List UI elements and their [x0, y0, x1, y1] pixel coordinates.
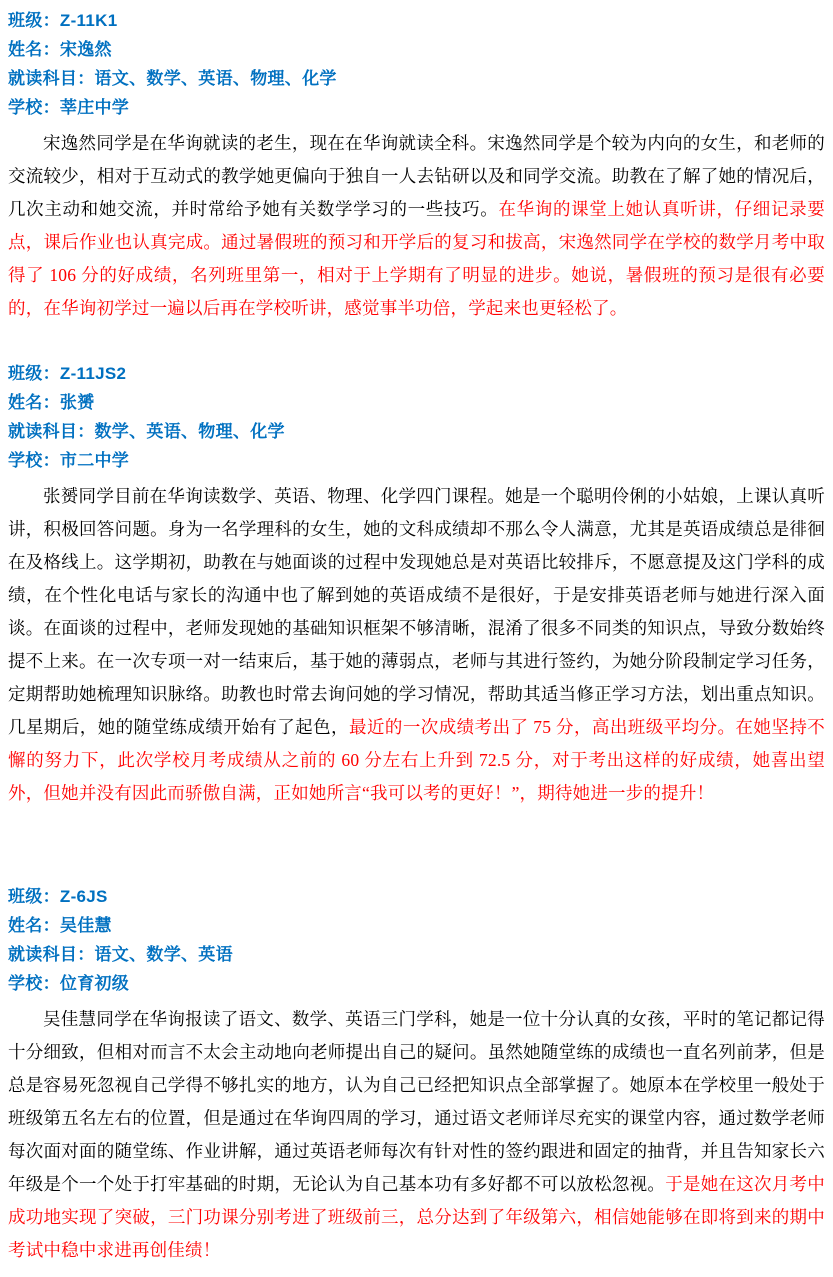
field-subjects	[8, 940, 825, 969]
field-subjects	[8, 417, 825, 446]
paragraph-highlight-text: 最近的一次成绩考出了 75 分，高出班级平均分。在她坚持不懈的努力下，此次学校月考成绩从之前的 60 分左右上升到 72.5 分，对于考出这样的好成绩，她喜出望外，但她并没有因此而骄傲自满，正如她所言“我可以考的更好！”，期待她进一步的提升！	[8, 717, 825, 803]
field-school-label: 学校：	[8, 451, 60, 470]
paragraph-highlight-text: 在华询的课堂上她认真听讲，仔细记录要点，课后作业也认真完成。通过暑假班的预习和开学后的复习和拔高，宋逸然同学在学校的数学月考中取得了 106 分的好成绩，名列班里第一，相对于上学期有了明显的进步。她说，暑假班的预习是很有必要的，在华询初学过一遍以后再在学校听讲，感觉事半功倍，学起来也更轻松了。	[8, 199, 825, 318]
field-name-value: 吴佳慧	[59, 916, 112, 935]
field-name-value: 宋逸然	[59, 40, 112, 59]
field-class	[8, 6, 825, 35]
field-name-label: 姓名：	[8, 916, 60, 935]
field-school-label: 学校：	[8, 974, 60, 993]
field-name	[8, 388, 825, 417]
field-name-label: 姓名：	[8, 40, 60, 59]
report-paragraph	[8, 1003, 825, 1267]
field-class-value: Z-11JS2	[59, 364, 127, 383]
student-report-2	[8, 359, 825, 810]
student-report-3	[8, 882, 825, 1267]
paragraph-body-text: 吴佳慧同学在华询报读了语文、数学、英语三门学科，她是一位十分认真的女孩，平时的笔记都记得十分细致，但相对而言不太会主动地向老师提出自己的疑问。虽然她随堂练的成绩也一直名列前茅，但是总是容易死忽视自己学得不够扎实的地方，认为自己已经把知识点全部掌握了。她原本在学校里一般处于班级第五名左右的位置，但是通过在华询四周的学习，通过语文老师详尽充实的课堂内容，通过数学老师每次面对面的随堂练、作业讲解，通过英语老师每次有针对性的签约跟进和固定的抽背，并且告知家长六年级是个一个处于打牢基础的时期，无论认为自己基本功有多好都不可以放松忽视。	[8, 1009, 825, 1194]
field-name-value: 张赟	[59, 393, 95, 412]
field-name-label: 姓名：	[8, 393, 60, 412]
field-school-value: 莘庄中学	[59, 98, 130, 117]
student-report-1	[8, 6, 825, 325]
field-school-value: 市二中学	[59, 451, 130, 470]
paragraph-body-text: 宋逸然同学是在华询就读的老生，现在在华询就读全科。宋逸然同学是个较为内向的女生，和老师的交流较少，相对于互动式的教学她更偏向于独自一人去钻研以及和同学交流。助教在了解了她的情况后，几次主动和她交流，并时常给予她有关数学学习的一些技巧。	[8, 133, 825, 219]
report-paragraph	[8, 127, 825, 325]
paragraph-body-text: 张赟同学目前在华询读数学、英语、物理、化学四门课程。她是一个聪明伶俐的小姑娘，上课认真听讲，积极回答问题。身为一名学理科的女生，她的文科成绩却不那么令人满意，尤其是英语成绩总是徘徊在及格线上。这学期初，助教在与她面谈的过程中发现她总是对英语比较排斥，不愿意提及这门学科的成绩，在个性化电话与家长的沟通中也了解到她的英语成绩不是很好，于是安排英语老师与她进行深入面谈。在面谈的过程中，老师发现她的基础知识框架不够清晰，混淆了很多不同类的知识点，导致分数始终提不上来。在一次专项一对一结束后，基于她的薄弱点，老师与其进行签约，为她分阶段制定学习任务，定期帮助她梳理知识脉络。助教也时常去询问她的学习情况，帮助其适当修正学习方法，划出重点知识。几星期后，她的随堂练成绩开始有了起色，	[8, 486, 825, 737]
field-subjects-label: 就读科目：	[8, 69, 95, 88]
paragraph-highlight-text: 于是她在这次月考中成功地实现了突破，三门功课分别考进了班级前三，总分达到了年级第六，相信她能够在即将到来的期中考试中稳中求进再创佳绩！	[8, 1174, 825, 1260]
report-paragraph	[8, 480, 825, 810]
field-class	[8, 882, 825, 911]
field-class-value: Z-11K1	[59, 11, 118, 30]
field-class-value: Z-6JS	[59, 887, 108, 906]
field-class-label: 班级：	[8, 364, 60, 383]
field-subjects-value: 语文、数学、英语	[94, 945, 233, 964]
field-subjects-label: 就读科目：	[8, 422, 95, 441]
field-class	[8, 359, 825, 388]
field-class-label: 班级：	[8, 11, 60, 30]
field-name	[8, 911, 825, 940]
field-subjects-value: 数学、英语、物理、化学	[94, 422, 285, 441]
field-school	[8, 969, 825, 998]
field-school-label: 学校：	[8, 98, 60, 117]
field-name	[8, 35, 825, 64]
field-school	[8, 93, 825, 122]
field-subjects-label: 就读科目：	[8, 945, 95, 964]
field-subjects	[8, 64, 825, 93]
field-class-label: 班级：	[8, 887, 60, 906]
field-school-value: 位育初级	[59, 974, 130, 993]
field-subjects-value: 语文、数学、英语、物理、化学	[94, 69, 337, 88]
field-school	[8, 446, 825, 475]
